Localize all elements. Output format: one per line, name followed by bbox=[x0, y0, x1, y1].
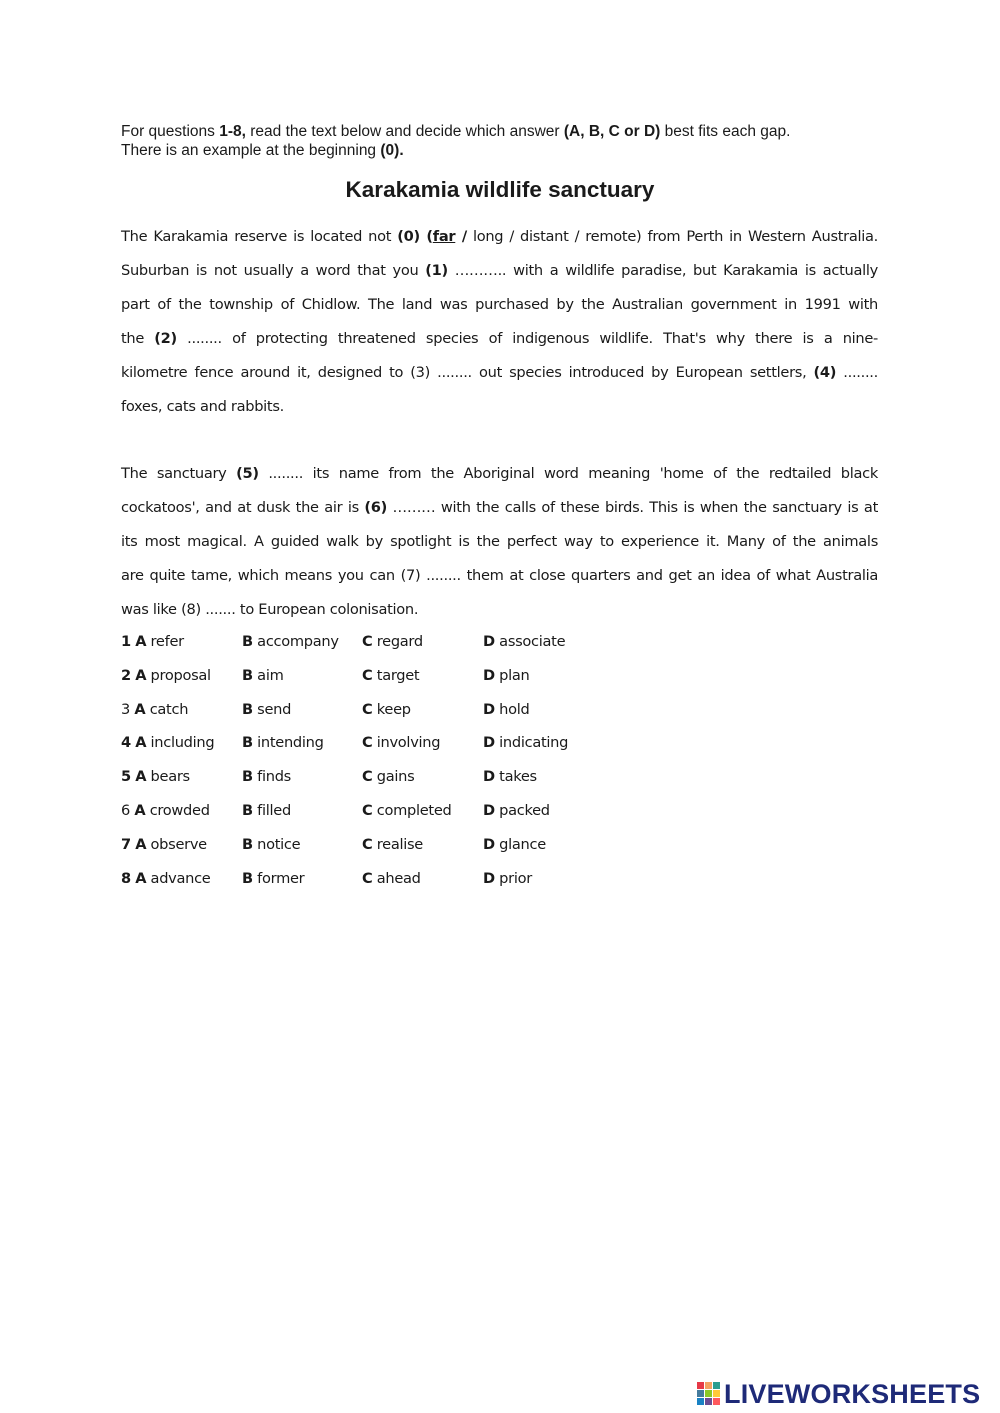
option-letter: A bbox=[135, 734, 147, 752]
option-word: former bbox=[257, 869, 305, 887]
option-word: observe bbox=[150, 835, 207, 853]
logo-square bbox=[705, 1390, 712, 1397]
option-b bbox=[242, 734, 324, 751]
option-word: send bbox=[257, 700, 292, 718]
passage-line: its most magical. A guided walk by spotlight is the perfect way to experience it. Many of the animals bbox=[121, 533, 878, 550]
question-number: 3 bbox=[121, 700, 130, 718]
option-letter: B bbox=[242, 768, 253, 786]
gap-4-marker: (4) bbox=[813, 364, 837, 381]
option-word: completed bbox=[376, 801, 452, 819]
instructions-choices: (A, B, C or D) bbox=[563, 123, 661, 140]
option-a bbox=[121, 802, 210, 819]
passage-line: foxes, cats and rabbits. bbox=[121, 398, 284, 415]
passage-paragraph-2 bbox=[121, 457, 878, 627]
option-letter: C bbox=[362, 869, 373, 887]
question-number: 5 bbox=[121, 768, 131, 786]
option-word: involving bbox=[376, 734, 441, 752]
option-b bbox=[242, 870, 304, 887]
option-letter: A bbox=[135, 633, 147, 650]
option-word: takes bbox=[499, 768, 537, 786]
option-letter: A bbox=[135, 869, 147, 887]
passage-line: was like (8) ....... to European colonisation. bbox=[121, 601, 419, 618]
question-number: 2 bbox=[121, 666, 131, 684]
option-word: regard bbox=[376, 633, 423, 650]
option-d bbox=[483, 768, 537, 785]
passage-line: kilometre fence around it, designed to (3) ........ out species introduced by European settlers, (4) ........ bbox=[121, 364, 878, 381]
logo-square bbox=[705, 1398, 712, 1405]
option-word: target bbox=[376, 666, 420, 684]
option-word: accompany bbox=[257, 633, 339, 650]
option-letter: D bbox=[483, 700, 495, 718]
option-letter: D bbox=[483, 666, 495, 684]
option-word: notice bbox=[257, 835, 301, 853]
option-letter: C bbox=[362, 801, 373, 819]
option-letter: C bbox=[362, 768, 373, 786]
option-word: associate bbox=[499, 633, 566, 650]
option-letter: C bbox=[362, 835, 373, 853]
passage-line: are quite tame, which means you can (7) ........ them at close quarters and get an idea of what Australia bbox=[121, 567, 878, 584]
option-word: hold bbox=[499, 700, 530, 718]
liveworksheets-logo bbox=[697, 1378, 980, 1410]
option-c bbox=[362, 734, 440, 751]
option-c bbox=[362, 802, 452, 819]
logo-square bbox=[713, 1398, 720, 1405]
option-letter: B bbox=[242, 869, 253, 887]
option-word: glance bbox=[499, 835, 546, 853]
passage-line: cockatoos', and at dusk the air is (6) ……… with the calls of these birds. This is when the sanctuary is at bbox=[121, 499, 878, 516]
option-letter: D bbox=[483, 768, 495, 786]
option-word: plan bbox=[499, 666, 530, 684]
option-c bbox=[362, 701, 411, 718]
option-word: aim bbox=[257, 666, 284, 684]
option-letter: D bbox=[483, 835, 495, 853]
option-a bbox=[121, 734, 214, 751]
logo-square bbox=[697, 1390, 704, 1397]
passage-line: part of the township of Chidlow. The land was purchased by the Australian government in 1991 with bbox=[121, 296, 878, 313]
instructions-text: read the text below and decide which answer bbox=[245, 123, 564, 140]
option-letter: A bbox=[135, 768, 147, 786]
option-word: filled bbox=[257, 801, 291, 819]
logo-square bbox=[697, 1382, 704, 1389]
option-b bbox=[242, 768, 291, 785]
option-c bbox=[362, 836, 423, 853]
option-a bbox=[121, 836, 207, 853]
question-number: 4 bbox=[121, 734, 131, 752]
option-d bbox=[483, 667, 529, 684]
option-b bbox=[242, 802, 291, 819]
option-d bbox=[483, 802, 550, 819]
instructions-example: (0). bbox=[380, 142, 404, 159]
passage-paragraph-1 bbox=[121, 220, 878, 424]
question-number: 7 bbox=[121, 835, 131, 853]
option-letter: D bbox=[483, 734, 495, 752]
option-letter: A bbox=[134, 700, 146, 718]
question-number: 1 bbox=[121, 633, 131, 650]
instructions-range: 1-8, bbox=[219, 123, 246, 140]
instructions bbox=[121, 122, 881, 160]
passage-line: The sanctuary (5) ........ its name from the Aboriginal word meaning 'home of the redtailed black bbox=[121, 465, 878, 482]
option-d bbox=[483, 734, 568, 751]
option-letter: D bbox=[483, 869, 495, 887]
option-word: bears bbox=[150, 768, 190, 786]
option-letter: C bbox=[362, 700, 373, 718]
option-word: prior bbox=[499, 869, 532, 887]
question-number: 6 bbox=[121, 801, 130, 819]
logo-square bbox=[697, 1398, 704, 1405]
option-c bbox=[362, 768, 414, 785]
option-d bbox=[483, 701, 529, 718]
option-d bbox=[483, 870, 532, 887]
option-word: advance bbox=[150, 869, 211, 887]
instructions-text: There is an example at the beginning bbox=[121, 142, 381, 159]
option-word: including bbox=[150, 734, 215, 752]
logo-square bbox=[705, 1382, 712, 1389]
option-a bbox=[121, 633, 184, 650]
option-a bbox=[121, 870, 211, 887]
option-word: realise bbox=[376, 835, 423, 853]
passage-line: The Karakamia reserve is located not (0) (far / long / distant / remote) from Perth in Western Australia. bbox=[121, 228, 878, 245]
option-a bbox=[121, 701, 188, 718]
option-word: indicating bbox=[499, 734, 569, 752]
example-answer: far bbox=[432, 228, 456, 245]
page-title: Karakamia wildlife sanctuary bbox=[345, 177, 655, 202]
option-word: refer bbox=[150, 633, 184, 650]
option-b bbox=[242, 667, 284, 684]
logo-square bbox=[713, 1382, 720, 1389]
option-letter: C bbox=[362, 633, 373, 650]
option-b bbox=[242, 836, 300, 853]
option-word: gains bbox=[376, 768, 415, 786]
instructions-text: For questions bbox=[121, 123, 220, 140]
question-number: 8 bbox=[121, 869, 131, 887]
option-a bbox=[121, 667, 211, 684]
gap-5-marker: (5) bbox=[236, 465, 259, 482]
option-letter: B bbox=[242, 666, 253, 684]
logo-square bbox=[713, 1390, 720, 1397]
option-b bbox=[242, 633, 339, 650]
option-letter: A bbox=[135, 835, 147, 853]
option-word: intending bbox=[257, 734, 324, 752]
instructions-text: best fits each gap. bbox=[660, 123, 791, 140]
gap-1-marker: (1) bbox=[425, 262, 448, 279]
option-word: finds bbox=[257, 768, 291, 786]
option-letter: C bbox=[362, 734, 373, 752]
option-word: ahead bbox=[376, 869, 421, 887]
option-word: keep bbox=[376, 700, 411, 718]
option-letter: B bbox=[242, 633, 253, 650]
option-letter: B bbox=[242, 734, 253, 752]
option-letter: A bbox=[135, 666, 147, 684]
option-word: crowded bbox=[149, 801, 210, 819]
option-word: proposal bbox=[150, 666, 211, 684]
option-letter: D bbox=[483, 801, 495, 819]
option-letter: B bbox=[242, 700, 253, 718]
option-letter: B bbox=[242, 835, 253, 853]
passage-line: the (2) ........ of protecting threatened species of indigenous wildlife. That's why there is a nine- bbox=[121, 330, 878, 347]
option-word: packed bbox=[499, 801, 550, 819]
gap-6-marker: (6) bbox=[364, 499, 388, 516]
option-letter: A bbox=[134, 801, 146, 819]
option-d bbox=[483, 836, 546, 853]
option-c bbox=[362, 633, 423, 650]
option-letter: D bbox=[483, 633, 495, 650]
gap-2-marker: (2) bbox=[154, 330, 177, 347]
liveworksheets-logo-icon bbox=[697, 1382, 721, 1406]
option-c bbox=[362, 667, 419, 684]
option-letter: B bbox=[242, 801, 253, 819]
option-d bbox=[483, 633, 565, 650]
option-a bbox=[121, 768, 190, 785]
option-b bbox=[242, 701, 291, 718]
option-letter: C bbox=[362, 666, 373, 684]
gap-0-marker: (0) ( bbox=[397, 228, 433, 245]
passage-line: Suburban is not usually a word that you (1) ……….. with a wildlife paradise, but Karakamia is actually bbox=[121, 262, 879, 279]
logo-text: LIVEWORKSHEETS bbox=[724, 1378, 981, 1409]
option-c bbox=[362, 870, 421, 887]
option-word: catch bbox=[149, 700, 189, 718]
